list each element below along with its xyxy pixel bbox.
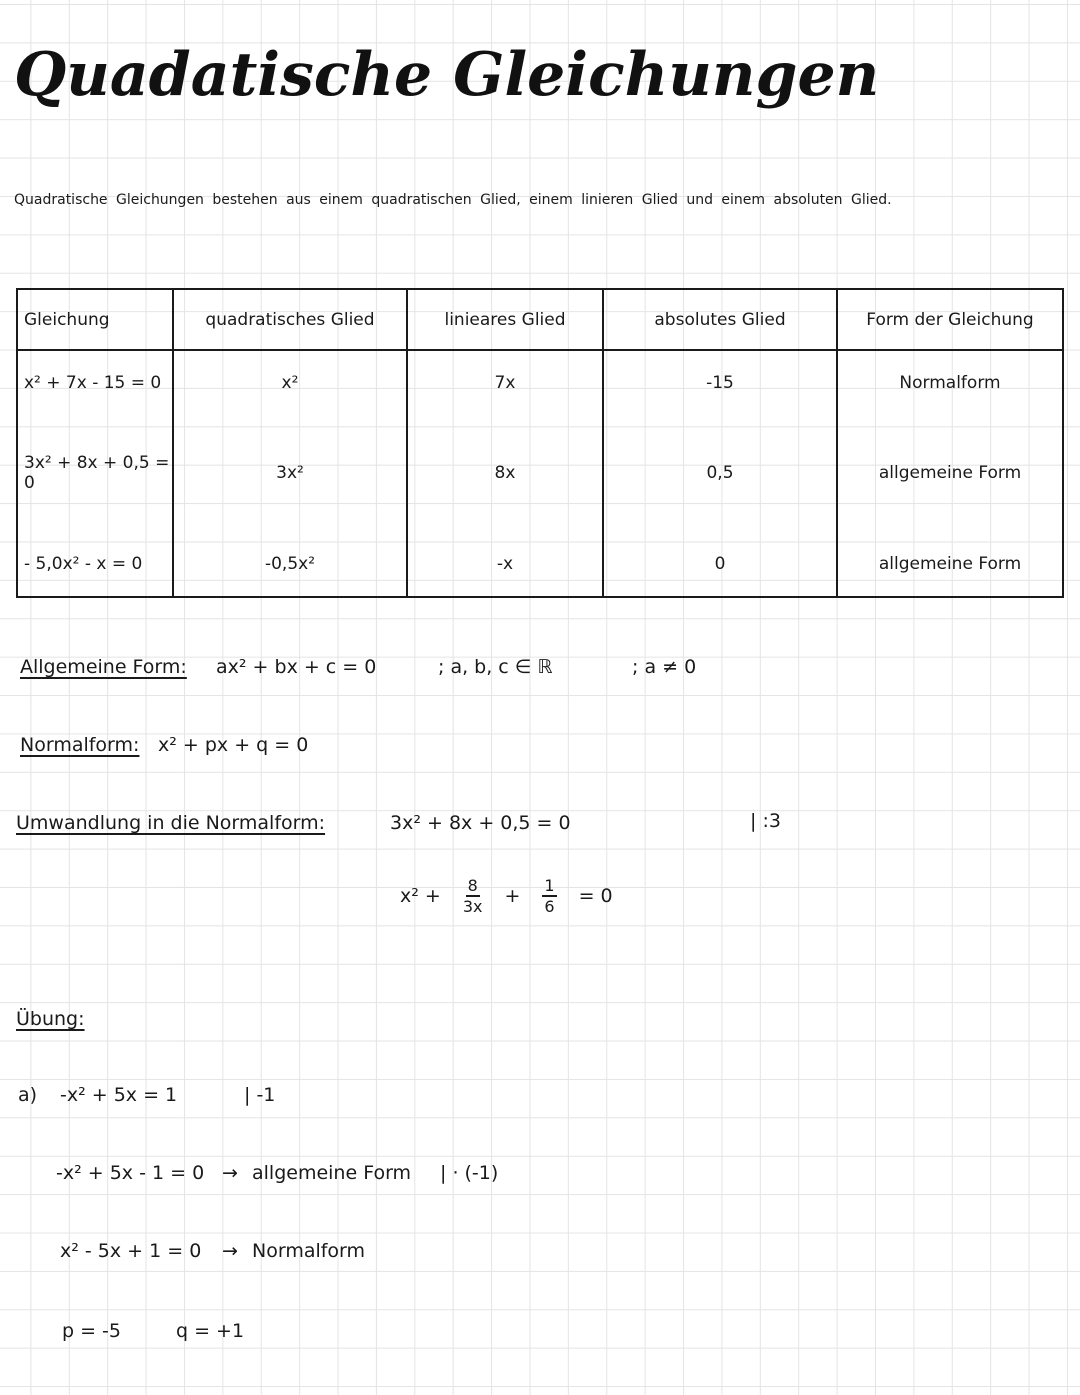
term: = 0: [578, 885, 613, 907]
fraction: [463, 876, 483, 916]
cell: -15: [603, 350, 837, 415]
terms-table: [16, 288, 1064, 598]
cell: 0: [603, 532, 837, 597]
cell: -0,5x²: [173, 532, 407, 597]
table-header-row: [17, 289, 1063, 350]
equation-line: -x² + 5x - 1 = 0: [56, 1162, 205, 1184]
denominator: 6: [544, 897, 555, 916]
header-cell: Form der Gleichung: [837, 289, 1063, 350]
umwandlung-operation: | :3: [750, 810, 781, 832]
table-row: [17, 350, 1063, 415]
operation: | · (-1): [440, 1162, 499, 1184]
normalform-equation: x² + px + q = 0: [158, 734, 309, 756]
cell: 0,5: [603, 415, 837, 533]
umwandlung-equation: 3x² + 8x + 0,5 = 0: [390, 812, 571, 834]
allgemeine-form-equation: ax² + bx + c = 0: [216, 656, 377, 678]
table-row: [17, 532, 1063, 597]
q-value: q = +1: [176, 1320, 245, 1342]
umwandlung-result: [400, 876, 613, 916]
table-row: [17, 415, 1063, 533]
normalform-label: Normalform:: [20, 734, 140, 756]
cell: allgemeine Form: [837, 532, 1063, 597]
equation-line: x² - 5x + 1 = 0: [60, 1240, 202, 1262]
header-cell: absolutes Glied: [603, 289, 837, 350]
cell: - 5,0x² - x = 0: [17, 532, 173, 597]
equation-line: -x² + 5x = 1: [60, 1084, 178, 1106]
allgemeine-form-label: Allgemeine Form:: [20, 656, 187, 678]
cell: 3x² + 8x + 0,5 = 0: [17, 415, 173, 533]
header-cell: linieares Glied: [407, 289, 603, 350]
numerator: 8: [467, 876, 478, 895]
term: x² +: [400, 885, 441, 907]
p-value: p = -5: [62, 1320, 122, 1342]
part-label: a): [18, 1084, 38, 1106]
fraction: [542, 876, 556, 916]
cell: Normalform: [837, 350, 1063, 415]
umwandlung-label: Umwandlung in die Normalform:: [16, 812, 326, 834]
page-title: Quadatische Gleichungen: [14, 40, 880, 110]
cell: 3x²: [173, 415, 407, 533]
form-label: allgemeine Form: [252, 1162, 412, 1184]
cell: 7x: [407, 350, 603, 415]
numerator: 1: [544, 876, 555, 895]
cell: allgemeine Form: [837, 415, 1063, 533]
uebung-label: Übung:: [16, 1008, 85, 1030]
cell: x²: [173, 350, 407, 415]
arrow-icon: →: [222, 1162, 238, 1184]
intro-text: Quadratische Gleichungen bestehen aus einem quadratischen Glied, einem linieren Glied und einem absoluten Glied.: [14, 192, 892, 208]
cell: 8x: [407, 415, 603, 533]
denominator: 3x: [462, 897, 483, 916]
term: +: [504, 885, 521, 907]
cell: x² + 7x - 15 = 0: [17, 350, 173, 415]
header-cell: Gleichung: [17, 289, 173, 350]
cell: -x: [407, 532, 603, 597]
allgemeine-form-condition: ; a, b, c ∈ ℝ: [438, 656, 553, 678]
form-label: Normalform: [252, 1240, 366, 1262]
header-cell: quadratisches Glied: [173, 289, 407, 350]
allgemeine-form-condition: ; a ≠ 0: [632, 656, 697, 678]
operation: | -1: [244, 1084, 276, 1106]
arrow-icon: →: [222, 1240, 238, 1262]
